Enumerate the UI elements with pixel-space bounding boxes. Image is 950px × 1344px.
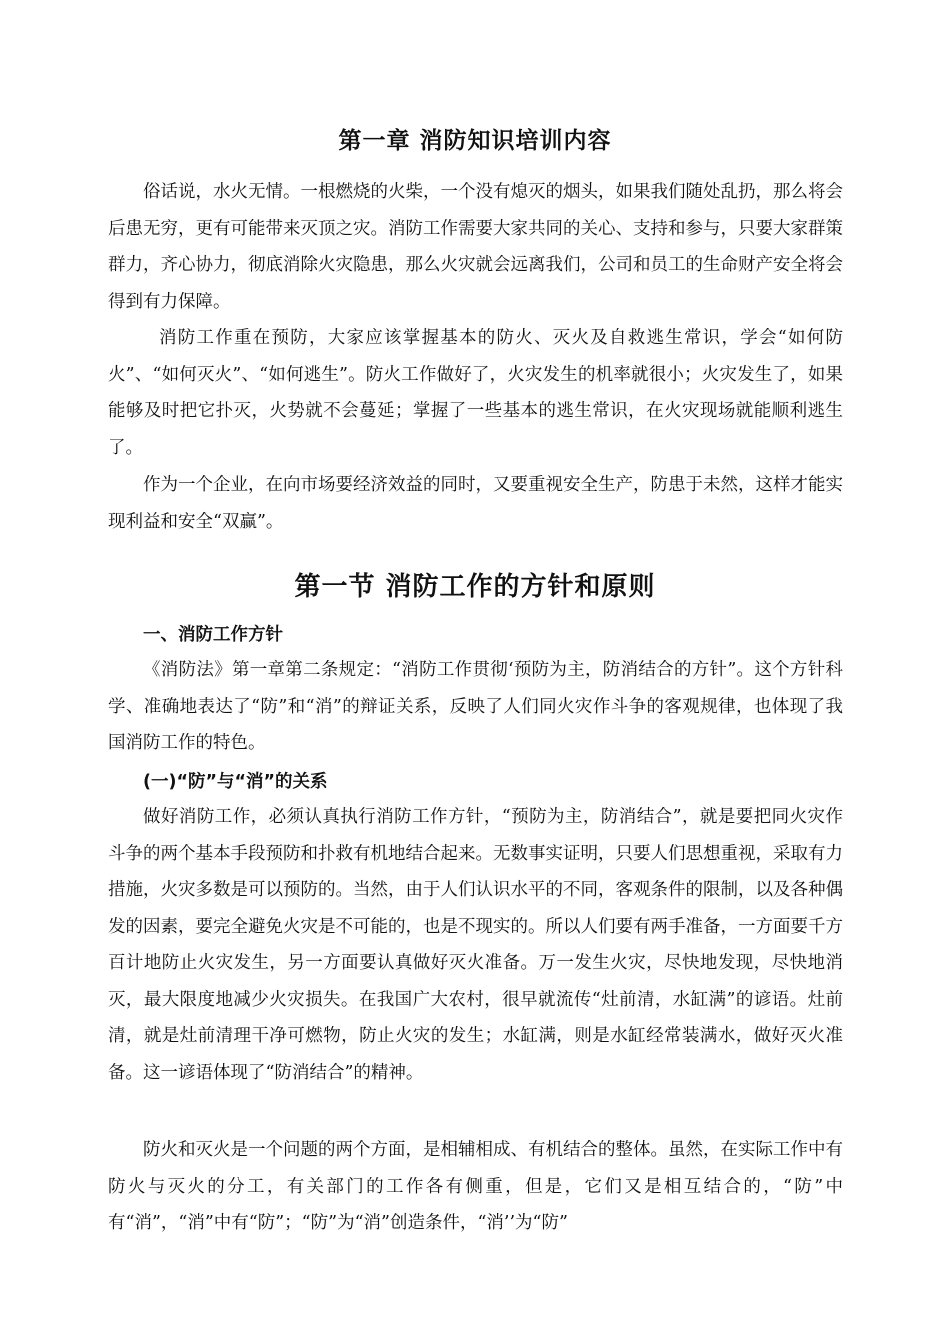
chapter-paragraph-1: 俗话说，水火无情。一根燃烧的火柴，一个没有熄灭的烟头，如果我们随处乱扔，那么将会后患无穷，更有可能带来灭顶之灾。消防工作需要大家共同的关心、支持和参与，只要大家群策群力，齐心协力，彻底消除火灾隐患，那么火灾就会远离我们，公司和员工的生命财产安全将会得到有力保障。: [108, 182, 843, 312]
subheading-relationship: (一)“防”与“消”的关系: [143, 772, 328, 792]
chapter-title: 第一章 消防知识培训内容: [338, 127, 612, 154]
subheading-policy: 一、消防工作方针: [143, 625, 283, 645]
chapter-paragraph-2: 消防工作重在预防，大家应该掌握基本的防火、灭火及自救逃生常识，学会“如何防火”、“如何灭火”、“如何逃生”。防火工作做好了，火灾发生的机率就很小；火灾发生了，如果能够及时把它扑灭，火势就不会蔓延；掌握了一些基本的逃生常识，在火灾现场就能顺利逃生了。: [108, 328, 843, 458]
section-paragraph-1: 《消防法》第一章第二条规定：“消防工作贯彻‘预防为主，防消结合的方针”。这个方针科学、准确地表达了“防”和“消”的辩证关系，反映了人们同火灾作斗争的客观规律，也体现了我国消防工作的特色。: [108, 660, 843, 753]
section-paragraph-2: 做好消防工作，必须认真执行消防工作方针，“预防为主，防消结合”，就是要把同火灾作斗争的两个基本手段预防和扑救有机地结合起来。无数事实证明，只要人们思想重视，采取有力措施，火灾多数是可以预防的。当然，由于人们认识水平的不同，客观条件的限制，以及各种偶发的因素，要完全避免火灾是不可能的，也是不现实的。所以人们要有两手准备，一方面要千方百计地防止火灾发生，另一方面要认真做好灭火准备。万一发生火灾，尽快地发现，尽快地消灭，最大限度地减少火灾损失。在我国广大农村，很早就流传“灶前清，水缸满”的谚语。灶前清，就是灶前清理干净可燃物，防止火灾的发生；水缸满，则是水缸经常装满水，做好灭火准备。这一谚语体现了“防消结合”的精神。: [108, 807, 843, 1083]
section-title: 第一节 消防工作的方针和原则: [294, 572, 656, 602]
chapter-paragraph-3: 作为一个企业，在向市场要经济效益的同时，又要重视安全生产，防患于未然，这样才能实现利益和安全“双赢”。: [108, 475, 843, 532]
section-paragraph-3: 防火和灭火是一个问题的两个方面，是相辅相成、有机结合的整体。虽然，在实际工作中有防火与灭火的分工，有关部门的工作各有侧重，但是，它们又是相互结合的，“防”中有“消”，“消”中有“防”；“防”为“消”创造条件，“消’’为“防”: [108, 1140, 843, 1233]
